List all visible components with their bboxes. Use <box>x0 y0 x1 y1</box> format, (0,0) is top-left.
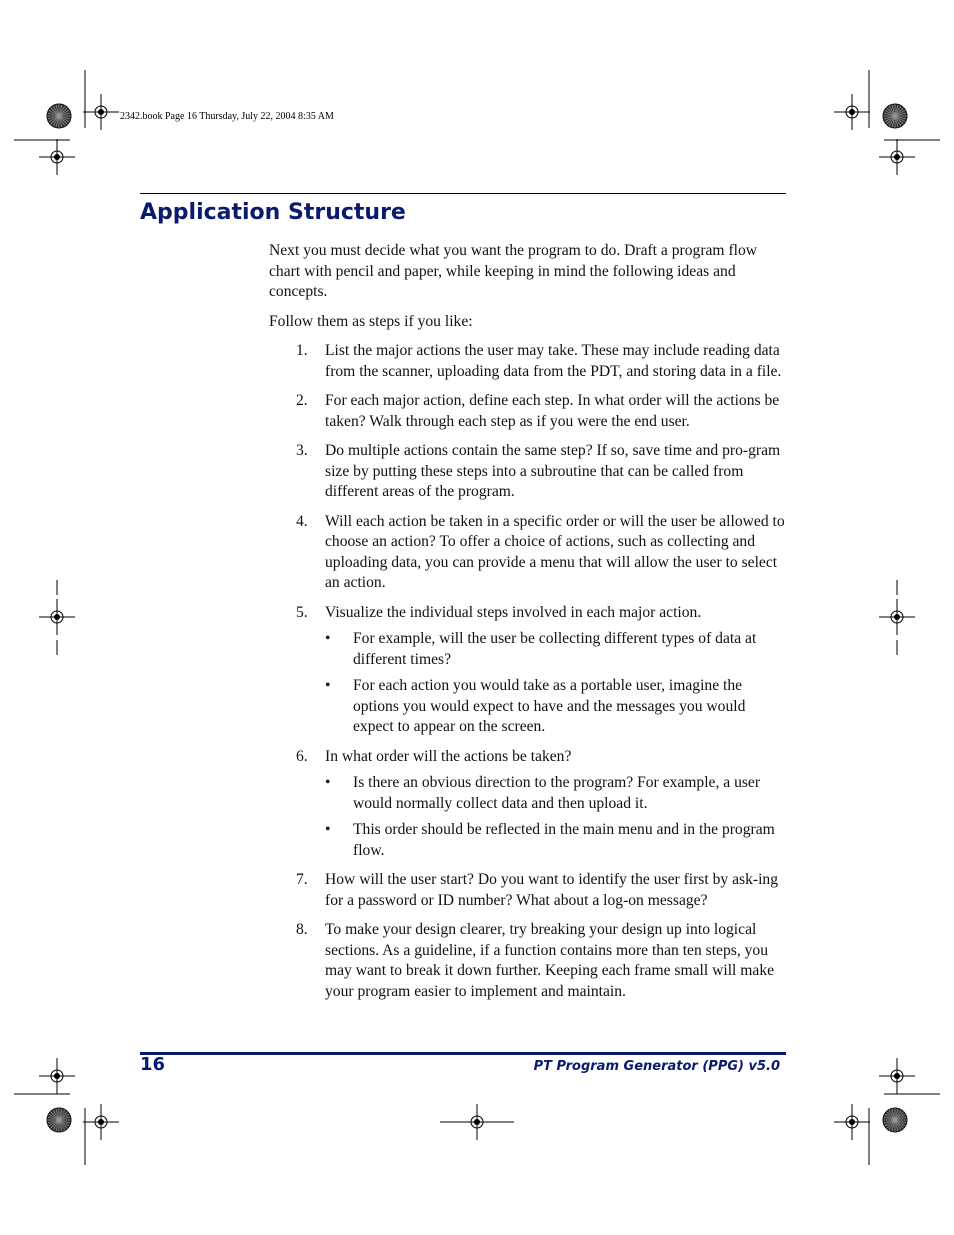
step-text: List the major actions the user may take. These may include reading data from the scanner, uploading data from the PDT, and storing data in a file. <box>325 342 782 380</box>
registration-dot <box>98 109 104 115</box>
registration-dot <box>54 614 60 620</box>
step-text: Do multiple actions contain the same step? If so, save time and pro-gram size by putting these steps into a subroutine that can be called from different areas of the program. <box>325 442 781 500</box>
bullet-list <box>325 773 787 861</box>
bullet-text: For example, will the user be collecting different types of data at different times? <box>353 630 757 668</box>
bullet-item <box>325 820 787 861</box>
registration-dot <box>474 1119 480 1125</box>
page-number: 16 <box>140 1054 166 1075</box>
steps-list <box>269 341 787 1002</box>
step-item <box>269 870 787 911</box>
step-item <box>269 920 787 1002</box>
step-number: 8. <box>296 921 308 938</box>
registration-dot <box>849 109 855 115</box>
step-text: Visualize the individual steps involved in each major action. <box>325 603 702 621</box>
header-rule <box>140 193 786 194</box>
bullet-text: For each action you would take as a portable user, imagine the options you would expect to have and the messages you would expect to appear on the screen. <box>353 677 746 735</box>
follow-paragraph: Follow them as steps if you like: <box>269 312 473 330</box>
bullet-item <box>325 773 787 814</box>
bullet-glyph: • <box>325 677 331 694</box>
registration-dot <box>54 1073 60 1079</box>
step-text: Will each action be taken in a specific order or will the user be allowed to choose an action? To offer a choice of actions, such as collecting and uploading data, you can provide a menu that will allow the user to select an action. <box>325 512 785 591</box>
step-item <box>269 441 787 503</box>
bullet-list <box>325 629 787 738</box>
bullet-glyph: • <box>325 630 331 647</box>
bullet-text: Is there an obvious direction to the program? For example, a user would normally collect data and then upload it. <box>353 774 761 812</box>
registration-dot <box>849 1119 855 1125</box>
step-text: How will the user start? Do you want to identify the user first by ask-ing for a password or ID number? What about a log-on message? <box>325 871 778 909</box>
step-number: 1. <box>296 342 308 359</box>
step-number: 7. <box>296 871 308 888</box>
step-item <box>269 341 787 382</box>
footer-rule <box>140 1052 786 1055</box>
registration-dot <box>894 614 900 620</box>
bullet-item <box>325 676 787 738</box>
intro-paragraph: Next you must decide what you want the program to do. Draft a program flow chart with pencil and paper, while keeping in mind the following ideas and concepts. <box>269 242 758 300</box>
step-item <box>269 512 787 594</box>
bullet-glyph: • <box>325 821 331 838</box>
step-number: 4. <box>296 512 308 530</box>
registration-dot <box>54 154 60 160</box>
section-title: Application Structure <box>140 200 406 225</box>
bullet-text: This order should be reflected in the main menu and in the program flow. <box>353 821 775 859</box>
step-number: 5. <box>296 603 308 621</box>
step-number: 3. <box>296 442 308 459</box>
step-text: To make your design clearer, try breaking your design up into logical sections. As a guideline, if a function contains more than ten steps, you may want to break it down further. Keeping each frame small will make your program easier to implement and maintain. <box>325 921 775 1000</box>
step-number: 2. <box>296 392 308 409</box>
step-item <box>269 603 787 738</box>
registration-dot <box>894 154 900 160</box>
step-item <box>269 391 787 432</box>
step-number: 6. <box>296 747 308 765</box>
step-text: In what order will the actions be taken? <box>325 747 572 765</box>
bullet-item <box>325 629 787 670</box>
registration-dot <box>894 1073 900 1079</box>
print-slug: 2342.book Page 16 Thursday, July 22, 2004 8:35 AM <box>120 111 334 122</box>
bullet-glyph: • <box>325 774 331 791</box>
body-text <box>269 241 787 1011</box>
registration-dot <box>98 1119 104 1125</box>
step-text: For each major action, define each step. In what order will the actions be taken? Walk through each step as if you were the end user. <box>325 392 780 430</box>
step-item <box>269 747 787 862</box>
footer-title: PT Program Generator (PPG) v5.0 <box>533 1059 780 1074</box>
